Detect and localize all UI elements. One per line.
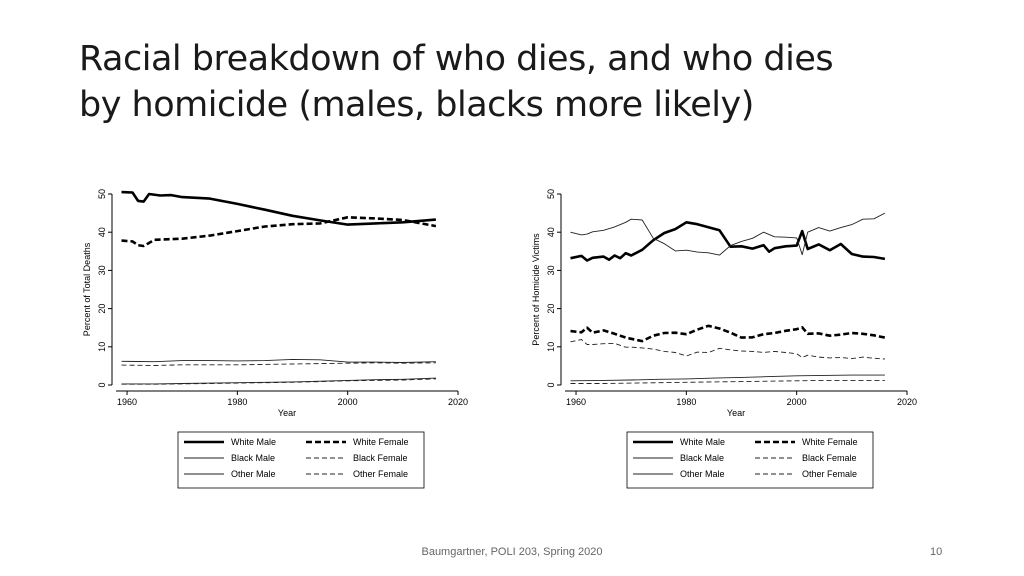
chart1-x-axis-label: Year bbox=[277, 408, 297, 418]
slide-title bbox=[79, 36, 979, 128]
chart2-legend-label-black-male: Black Male bbox=[680, 453, 725, 463]
chart-homicide-victims bbox=[527, 180, 947, 500]
chart2-x-tick-label-2000: 2000 bbox=[786, 397, 807, 407]
chart2-x-tick-label-1960: 1960 bbox=[566, 397, 587, 407]
chart1-y-tick-label-0: 0 bbox=[97, 382, 107, 388]
chart1-series-black-male bbox=[122, 359, 436, 362]
chart1-legend-label-other-male: Other Male bbox=[231, 469, 276, 479]
chart1-series-black-female bbox=[122, 363, 436, 366]
chart1-legend-label-white-male: White Male bbox=[231, 437, 277, 447]
chart-homicide-victims-svg bbox=[527, 180, 947, 500]
slide-title-line-2: by homicide (males, blacks more likely) bbox=[79, 85, 754, 125]
chart2-legend-label-white-female: White Female bbox=[802, 437, 858, 447]
chart1-legend-label-other-female: Other Female bbox=[353, 469, 409, 479]
chart1-y-axis-label: Percent of Total Deaths bbox=[82, 242, 92, 337]
chart1-x-tick-label-2020: 2020 bbox=[447, 397, 469, 407]
chart-total-deaths bbox=[78, 180, 498, 500]
chart2-series-white-female bbox=[571, 326, 885, 341]
chart1-legend-label-black-male: Black Male bbox=[231, 453, 276, 463]
chart1-y-tick-label-50: 50 bbox=[97, 188, 107, 200]
chart2-legend-label-white-male: White Male bbox=[680, 437, 726, 447]
chart2-series-black-female bbox=[571, 340, 885, 360]
chart1-legend-label-black-female: Black Female bbox=[353, 453, 408, 463]
chart2-series-white-male bbox=[571, 222, 885, 260]
chart1-y-tick-label-40: 40 bbox=[97, 227, 107, 238]
chart2-y-tick-label-40: 40 bbox=[546, 227, 556, 238]
chart2-y-tick-label-0: 0 bbox=[546, 382, 556, 388]
chart2-y-tick-label-20: 20 bbox=[546, 303, 556, 314]
chart2-x-tick-label-2020: 2020 bbox=[896, 397, 918, 407]
chart1-x-tick-label-1980: 1980 bbox=[227, 397, 248, 407]
chart2-y-tick-label-10: 10 bbox=[546, 341, 556, 352]
chart1-x-tick-label-1960: 1960 bbox=[117, 397, 138, 407]
chart2-series-other-male bbox=[571, 375, 885, 381]
slide-title-line-1: Racial breakdown of who dies, and who dies bbox=[79, 39, 834, 79]
chart2-series-other-female bbox=[571, 380, 885, 383]
chart-total-deaths-svg bbox=[78, 180, 498, 500]
chart2-y-tick-label-30: 30 bbox=[546, 265, 556, 276]
chart1-y-tick-label-20: 20 bbox=[97, 303, 107, 314]
chart2-legend-label-other-female: Other Female bbox=[802, 469, 858, 479]
chart2-x-tick-label-1980: 1980 bbox=[676, 397, 697, 407]
chart2-y-tick-label-50: 50 bbox=[546, 188, 556, 200]
chart1-y-tick-label-10: 10 bbox=[97, 341, 107, 352]
slide-footer: Baumgartner, POLI 203, Spring 2020 bbox=[421, 546, 603, 558]
chart1-series-other-male bbox=[122, 378, 436, 384]
chart2-y-axis-label: Percent of Homicide Victims bbox=[531, 233, 541, 346]
chart2-legend-label-other-male: Other Male bbox=[680, 469, 725, 479]
chart1-legend-label-white-female: White Female bbox=[353, 437, 409, 447]
chart2-x-axis-label: Year bbox=[726, 408, 746, 418]
chart2-series-black-male bbox=[571, 213, 885, 255]
chart1-y-tick-label-30: 30 bbox=[97, 265, 107, 276]
slide-page-number: 10 bbox=[930, 546, 943, 558]
chart1-x-tick-label-2000: 2000 bbox=[337, 397, 358, 407]
chart2-legend-label-black-female: Black Female bbox=[802, 453, 857, 463]
